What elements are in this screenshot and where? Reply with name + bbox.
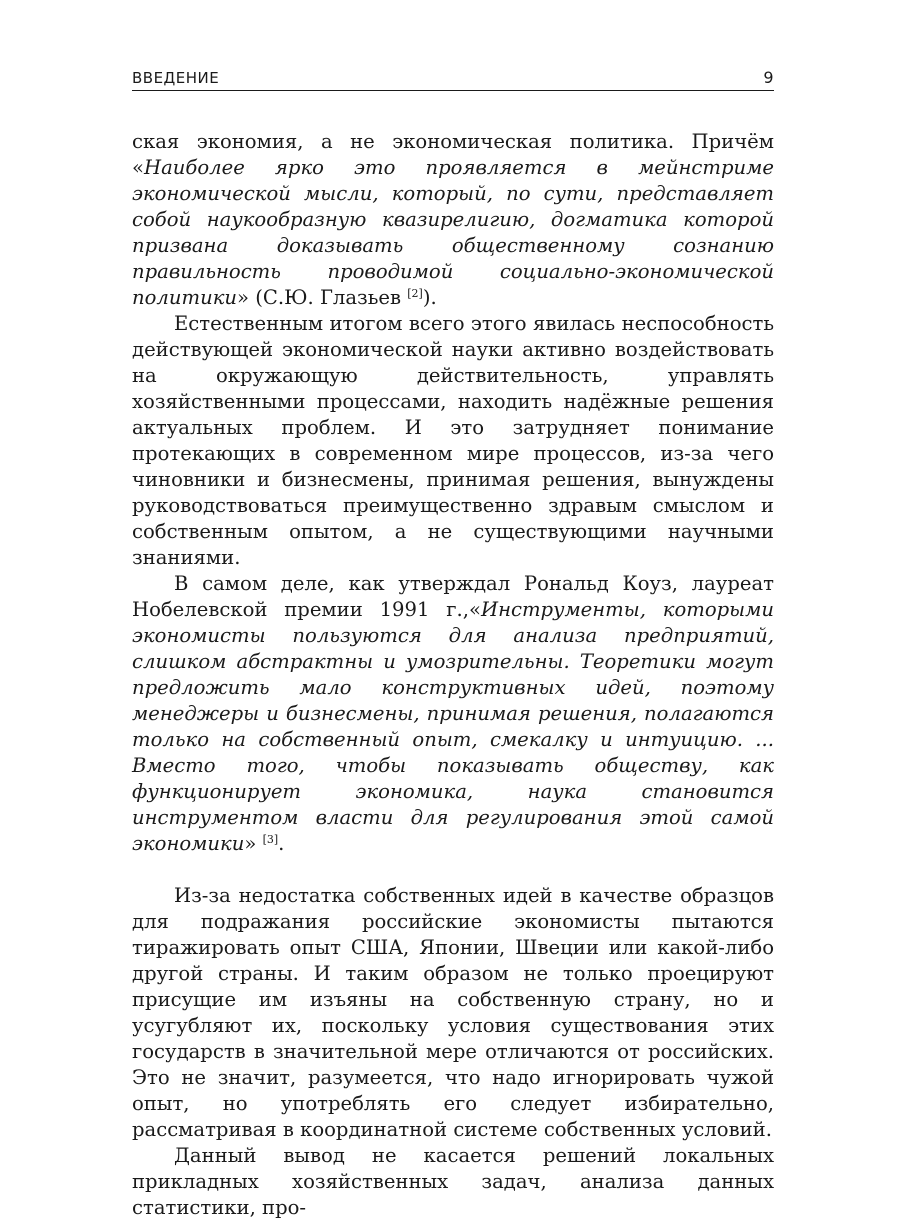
page-number: 9 — [763, 68, 774, 87]
paragraph-3-text: В самом деле, как утверждал Рональд Коуз, лауреат Нобелевской премии 1991 г.,« — [132, 572, 774, 621]
paragraph-1-attribution: » (С.Ю. Глазьев — [237, 286, 408, 309]
paragraph-2: Естественным итогом всего этого явилась неспособность действующей экономической науки активно воздействовать на окружающую действительность, управлять хозяйственными процессами, находить надёжные решения актуальных проблем. И это затрудняет понимание протекающих в современном мире процессов, из-за чего чиновники и бизнесмены, принимая решения, вынуждены руководствоваться преимущественно здравым смыслом и собственным опытом, а не существующими научными знаниями. — [132, 312, 774, 569]
book-page — [132, 68, 774, 1221]
paragraph-3-end: . — [278, 832, 285, 855]
body-text — [132, 129, 774, 1221]
glazyev-quote: Наиболее ярко это проявляется в мейнстриме экономической мысли, который, по сути, представляет собой наукообразную квазирелигию, догматика которой призвана доказывать общественному сознанию правильность проводимой социально-экономической политики — [132, 156, 774, 309]
paragraph-1 — [132, 129, 774, 311]
reference-2: [2] — [407, 287, 423, 300]
reference-3: [3] — [262, 833, 279, 846]
paragraph-1-end: ). — [422, 286, 437, 309]
section-title: ВВЕДЕНИЕ — [132, 69, 220, 87]
paragraph-4: Из-за недостатка собственных идей в качестве образцов для подражания российские экономисты пытаются тиражировать опыт США, Японии, Швеции или какой-либо другой страны. И таким образом не только проецируют присущие им изъяны на собственную страну, но и усугубляют их, поскольку условия существования этих государств в значительной мере отличаются от российских. Это не значит, разумеется, что надо игнорировать чужой опыт, но употреблять его следует избирательно, рассматривая в координатной системе собственных условий. — [132, 884, 774, 1141]
paragraph-1-text: ская экономия, а не экономическая политика. Причём « — [132, 130, 774, 179]
paragraph-5: Данный вывод не касается решений локальных прикладных хозяйственных задач, анализа данных статистики, про- — [132, 1144, 774, 1219]
paragraph-3 — [132, 571, 774, 857]
paragraph-3-close-quote: » — [244, 832, 263, 855]
coase-quote: Инструменты, которыми экономисты пользуются для анализа предприятий, слишком абстрактны и умозрительны. Теоретики могут предложить мало конструктивных идей, поэтому менеджеры и бизнесмены, принимая решения, полагаются только на собственный опыт, смекалку и интуицию. ... Вместо того, чтобы показывать обществу, как функционирует экономика, наука становится инструментом власти для регулирования этой самой экономики — [132, 598, 774, 855]
running-header — [132, 68, 774, 91]
